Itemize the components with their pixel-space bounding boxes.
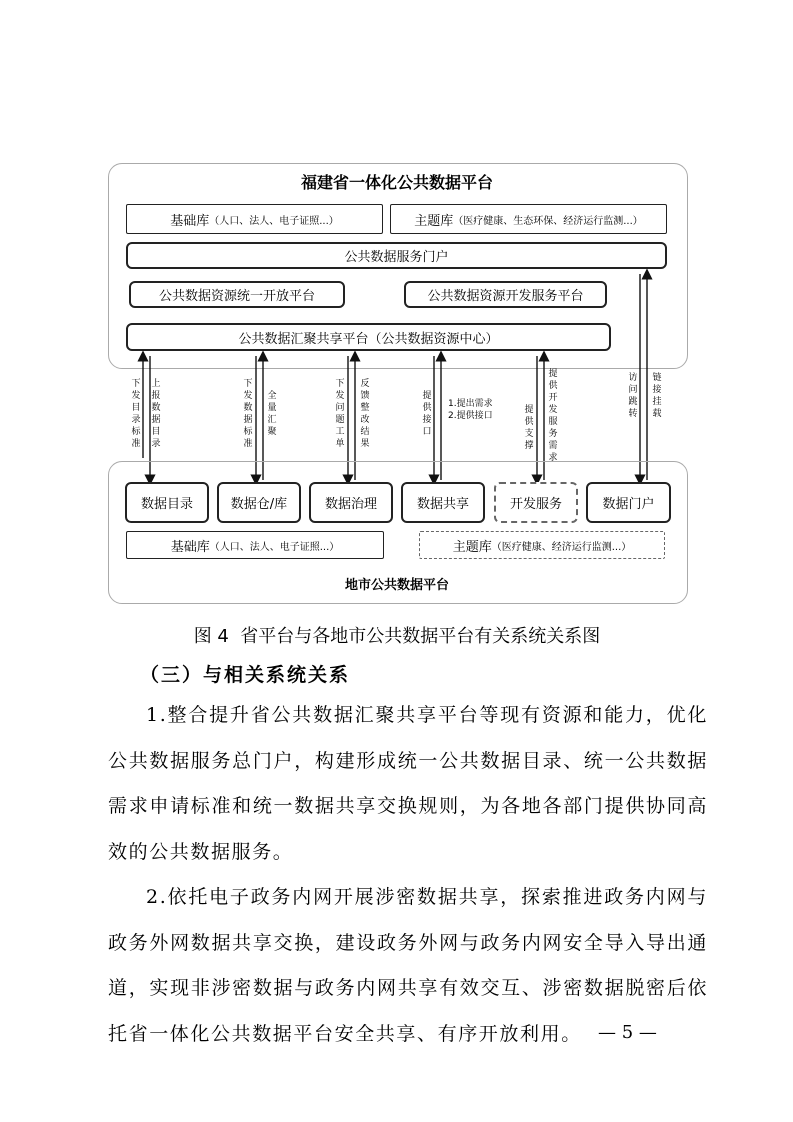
section-heading: （三）与相关系统关系 bbox=[140, 664, 351, 686]
label-provide-support: 提供支撑 bbox=[524, 405, 534, 451]
label-issue-data-standard: 下发数据标准 bbox=[243, 379, 253, 449]
city-module-data-catalog: 数据目录 bbox=[125, 482, 209, 523]
aggregation-sharing-platform: 公共数据汇聚共享平台（公共数据资源中心） bbox=[126, 323, 611, 351]
label-full-aggregation: 全量汇聚 bbox=[267, 391, 277, 437]
label-request-and-interface bbox=[448, 398, 493, 422]
body-text bbox=[108, 693, 708, 1057]
label-issue-problem-ticket: 下发问题工单 bbox=[335, 379, 345, 449]
public-data-service-portal: 公共数据服务门户 bbox=[126, 242, 667, 269]
city-module-data-warehouse: 数据仓/库 bbox=[217, 482, 301, 523]
label-report-data-catalog: 上报数据目录 bbox=[151, 379, 161, 449]
label-dev-service-demand: 提供开发服务需求 bbox=[548, 369, 558, 463]
province-platform-title: 福建省一体化公共数据平台 bbox=[300, 173, 493, 192]
province-theme-library-name: 主题库 bbox=[414, 213, 454, 229]
city-base-library bbox=[126, 531, 384, 559]
label-provide-interface: 提供接口 bbox=[422, 391, 432, 437]
dev-service-platform: 公共数据资源开发服务平台 bbox=[404, 281, 607, 308]
label-access-redirect: 访问跳转 bbox=[628, 373, 638, 419]
label-feedback-rectification: 反馈整改结果 bbox=[360, 379, 370, 449]
label-issue-catalog-standard: 下发目录标准 bbox=[131, 379, 141, 449]
open-platform: 公共数据资源统一开放平台 bbox=[129, 281, 345, 308]
label-request-line1: 1.提出需求 bbox=[448, 399, 493, 409]
city-theme-library bbox=[419, 531, 665, 559]
province-base-library-name: 基础库 bbox=[170, 213, 210, 229]
page-number: — 5 — bbox=[598, 1022, 657, 1043]
label-request-line2: 2.提供接口 bbox=[448, 411, 493, 421]
figure-caption: 图 4 省平台与各地市公共数据平台有关系统关系图 bbox=[193, 626, 601, 647]
label-link-mount: 链接挂载 bbox=[652, 373, 662, 419]
city-base-library-name: 基础库 bbox=[170, 539, 210, 555]
city-theme-library-detail: （医疗健康、经济运行监测...） bbox=[491, 541, 632, 553]
city-platform-title: 地市公共数据平台 bbox=[344, 578, 449, 593]
province-theme-library-detail: （医疗健康、生态环保、经济运行监测...） bbox=[453, 215, 643, 227]
paragraph-2: 2.依托电子政务内网开展涉密数据共享，探索推进政务内网与政务外网数据共享交换，建设政务外网与政务内网安全导入导出通道，实现非涉密数据与政务内网共享有效交互、涉密数据脱密后依托省一体化公共数据平台安全共享、有序开放利用。 bbox=[108, 886, 708, 1045]
city-theme-library-name: 主题库 bbox=[452, 539, 492, 555]
city-module-data-governance: 数据治理 bbox=[309, 482, 393, 523]
city-module-data-sharing: 数据共享 bbox=[401, 482, 485, 523]
province-base-library-detail: （人口、法人、电子证照...） bbox=[209, 215, 339, 227]
paragraph-1: 1.整合提升省公共数据汇聚共享平台等现有资源和能力，优化公共数据服务总门户，构建形成统一公共数据目录、统一公共数据需求申请标准和统一数据共享交换规则，为各地各部门提供协同高效的公共数据服务。 bbox=[108, 704, 708, 863]
city-module-dev-service: 开发服务 bbox=[494, 482, 578, 523]
city-module-data-portal: 数据门户 bbox=[586, 482, 671, 523]
city-base-library-detail: （人口、法人、电子证照...） bbox=[209, 541, 340, 553]
